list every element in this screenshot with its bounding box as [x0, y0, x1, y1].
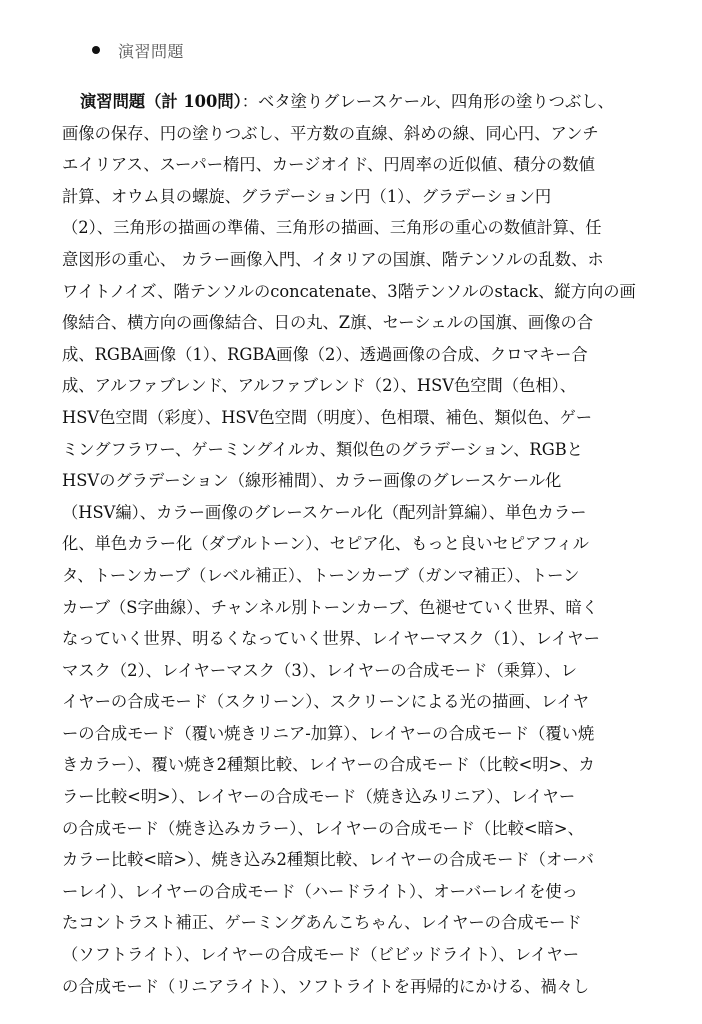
bullet-heading: 演習問題	[118, 41, 185, 61]
paragraph-line: 像結合、横方向の画像結合、日の丸、Z旗、セーシェルの国旗、画像の合	[62, 313, 594, 333]
paragraph-line: （2）、三角形の描画の準備、三角形の描画、三角形の重心の数値計算、任	[62, 218, 602, 238]
paragraph-line: 意図形の重心、 カラー画像入門、イタリアの国旗、階テンソルの乱数、ホ	[62, 249, 604, 269]
bullet-list-item	[92, 38, 184, 62]
paragraph-line: 演習問題（計 100問）：ベタ塗りグレースケール、四角形の塗りつぶし、	[80, 92, 614, 111]
paragraph-line: の合成モード（焼き込みカラー）、レイヤーの合成モード（比較<暗>、	[62, 818, 584, 838]
paragraph-line: ーレイ）、レイヤーの合成モード（ハードライト）、オーバーレイを使っ	[62, 881, 578, 901]
paragraph-line: HSV色空間（彩度）、HSV色空間（明度）、色相環、補色、類似色、ゲー	[62, 407, 593, 427]
paragraph-line: なっていく世界、明るくなっていく世界、レイヤーマスク（1）、レイヤー	[62, 629, 600, 649]
paragraph-lead: 演習問題（計 100問）	[80, 92, 242, 111]
paragraph-line: イヤーの合成モード（スクリーン）、スクリーンによる光の描画、レイヤ	[62, 692, 590, 712]
paragraph-line: マスク（2）、レイヤーマスク（3）、レイヤーの合成モード（乗算）、レ	[62, 660, 578, 680]
paragraph-line: エイリアス、スーパー楕円、カージオイド、円周率の近似値、積分の数値	[62, 155, 595, 175]
paragraph-line: 化、単色カラー化（ダブルトーン）、セピア化、もっと良いセピアフィル	[62, 534, 589, 554]
paragraph-line: （ソフトライト）、レイヤーの合成モード（ビビッドライト）、レイヤー	[62, 945, 580, 965]
paragraph-line: カラー比較<暗>）、焼き込み2種類比較、レイヤーの合成モード（オーバ	[62, 850, 594, 870]
paragraph-line: カーブ（S字曲線）、チャンネル別トーンカーブ、色褪せていく世界、暗く	[62, 597, 599, 617]
paragraph-line: 計算、オウム貝の螺旋、グラデーション円（1）、グラデーション円	[62, 186, 552, 206]
paragraph-line: HSVのグラデーション（線形補間）、カラー画像のグレースケール化	[62, 471, 562, 491]
paragraph-line: ラー比較<明>）、レイヤーの合成モード（焼き込みリニア）、レイヤー	[62, 787, 576, 807]
paragraph-line: 成、アルファブレンド、アルファブレンド（2）、HSV色空間（色相）、	[62, 376, 577, 396]
paragraph-line: たコントラスト補正、ゲーミングあんこちゃん、レイヤーの合成モード	[62, 913, 582, 933]
paragraph-line: きカラー）、覆い焼き2種類比較、レイヤーの合成モード（比較<明>、カ	[62, 755, 595, 775]
paragraph-line: 成、RGBA画像（1）、RGBA画像（2）、透過画像の合成、クロマキー合	[62, 344, 588, 364]
exercise-paragraph	[62, 86, 642, 1002]
paragraph-line: ワイトノイズ、階テンソルのconcatenate、3階テンソルのstack、縦方向の画	[62, 281, 636, 301]
paragraph-line: の合成モード（リニアライト）、ソフトライトを再帰的にかける、禍々し	[62, 976, 590, 996]
paragraph-line: 画像の保存、円の塗りつぶし、平方数の直線、斜めの線、同心円、アンチ	[62, 123, 599, 143]
paragraph-line: タ、トーンカーブ（レベル補正）、トーンカーブ（ガンマ補正）、トーン	[62, 565, 580, 585]
paragraph-line: （HSV編）、カラー画像のグレースケール化（配列計算編）、単色カラー	[62, 502, 587, 522]
paragraph-line: ミングフラワー、ゲーミングイルカ、類似色のグラデーション、RGBと	[62, 439, 583, 459]
paragraph-line: ーの合成モード（覆い焼きリニア-加算）、レイヤーの合成モード（覆い焼	[62, 723, 595, 743]
bullet-icon	[92, 46, 100, 54]
